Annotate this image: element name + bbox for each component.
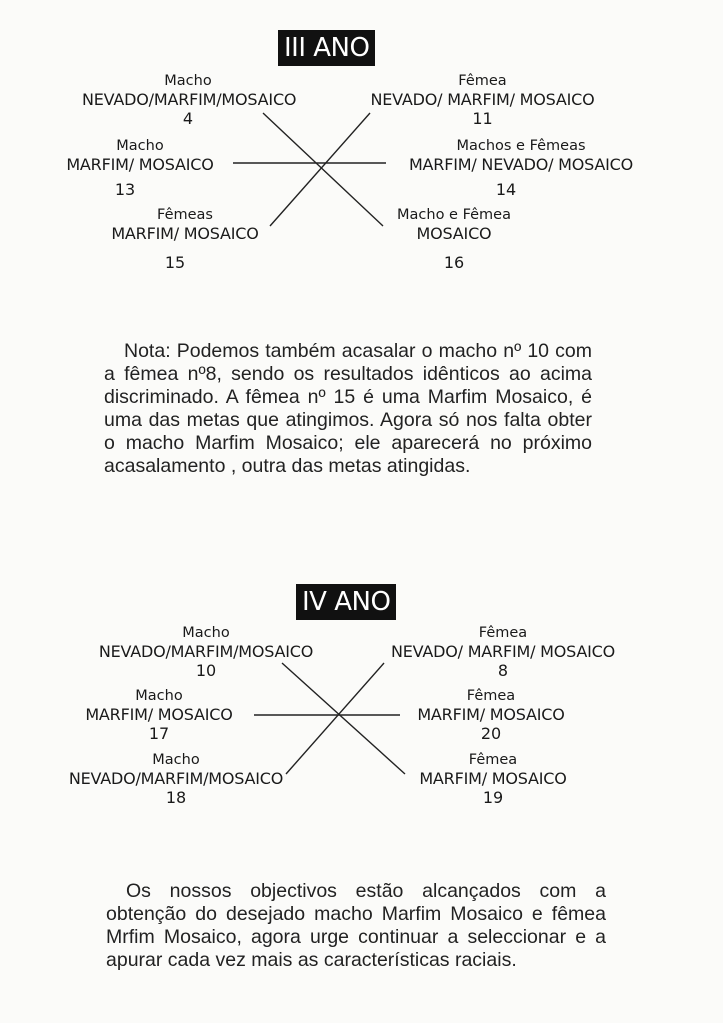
node-sex-label: Macho (152, 752, 200, 768)
year3-line-tl-br (263, 113, 383, 226)
year3-node-bottom-left (101, 206, 269, 273)
year3-node-top-left (82, 72, 297, 129)
year3-note: Nota: Podemos também acasalar o macho nº 10 com a fêmea nº8, sendo os resultados idênticos ao acima discriminado. A fêmea nº 15 é uma Marfim Mosaico, é uma das metas que atingimos. Agora só nos falta obter o macho Marfim Mosaico; ele aparecerá no próximo acasalamento , outra das metas atingidas. (104, 340, 592, 477)
node-sex-label: Fêmeas (157, 207, 213, 223)
node-breed-label: MARFIM/ MOSAICO (419, 769, 567, 788)
node-number: 15 (164, 253, 186, 272)
node-sex-label: Macho (135, 688, 183, 704)
year3-node-bottom-right (386, 206, 522, 273)
node-breed-label: MARFIM/ MOSAICO (85, 705, 233, 724)
node-breed-label: NEVADO/MARFIM/MOSAICO (98, 642, 314, 661)
year4-node-top-left (98, 624, 314, 681)
node-number: 13 (114, 180, 136, 199)
node-number: 8 (497, 661, 509, 680)
node-number: 10 (195, 661, 217, 680)
node-number: 11 (472, 109, 493, 128)
node-number: 4 (182, 109, 194, 128)
node-sex-label: Fêmea (458, 73, 507, 89)
year3-node-top-right (355, 72, 610, 129)
year4-note: Os nossos objectivos estão alcançados com a obtenção do desejado macho Marfim Mosaico e fêmea Mrfim Mosaico, agora urge continuar a seleccionar e a apurar cada vez mais as características raciais. (106, 880, 606, 971)
year3-title: III ANO (278, 30, 375, 66)
node-breed-label: NEVADO/ MARFIM/ MOSAICO (370, 90, 595, 109)
year4-title: IV ANO (296, 584, 396, 620)
year4-node-bottom-left (68, 751, 284, 808)
node-sex-label: Macho (182, 625, 230, 641)
node-sex-label: Macho (164, 73, 212, 89)
node-breed-label: NEVADO/MARFIM/MOSAICO (68, 769, 284, 788)
year3-line-tr-bl (270, 113, 370, 226)
year4-node-top-right (374, 624, 632, 681)
year4-diagram (0, 570, 723, 830)
node-breed-label: MOSAICO (416, 224, 492, 243)
node-number: 19 (482, 788, 504, 807)
year3-node-mid-left (56, 137, 224, 200)
year4-node-mid-right (406, 687, 576, 744)
node-breed-label: NEVADO/MARFIM/MOSAICO (82, 90, 297, 109)
node-breed-label: MARFIM/ MOSAICO (417, 705, 565, 724)
node-sex-label: Machos e Fêmeas (456, 138, 586, 154)
year3-node-mid-right (392, 137, 650, 200)
node-breed-label: MARFIM/ MOSAICO (111, 224, 259, 243)
node-number: 14 (495, 180, 517, 199)
node-number: 18 (165, 788, 187, 807)
year4-node-mid-left (74, 687, 244, 744)
node-number: 16 (443, 253, 465, 272)
node-sex-label: Fêmea (466, 688, 516, 704)
node-sex-label: Fêmea (468, 752, 518, 768)
node-sex-label: Macho (116, 138, 164, 154)
year4-node-bottom-right (408, 751, 578, 808)
node-number: 17 (148, 724, 170, 743)
node-sex-label: Macho e Fêmea (397, 207, 511, 223)
node-sex-label: Fêmea (478, 625, 528, 641)
node-number: 20 (480, 724, 502, 743)
node-breed-label: MARFIM/ MOSAICO (66, 155, 214, 174)
year3-diagram (0, 0, 723, 300)
node-breed-label: MARFIM/ NEVADO/ MOSAICO (408, 155, 634, 174)
node-breed-label: NEVADO/ MARFIM/ MOSAICO (390, 642, 616, 661)
